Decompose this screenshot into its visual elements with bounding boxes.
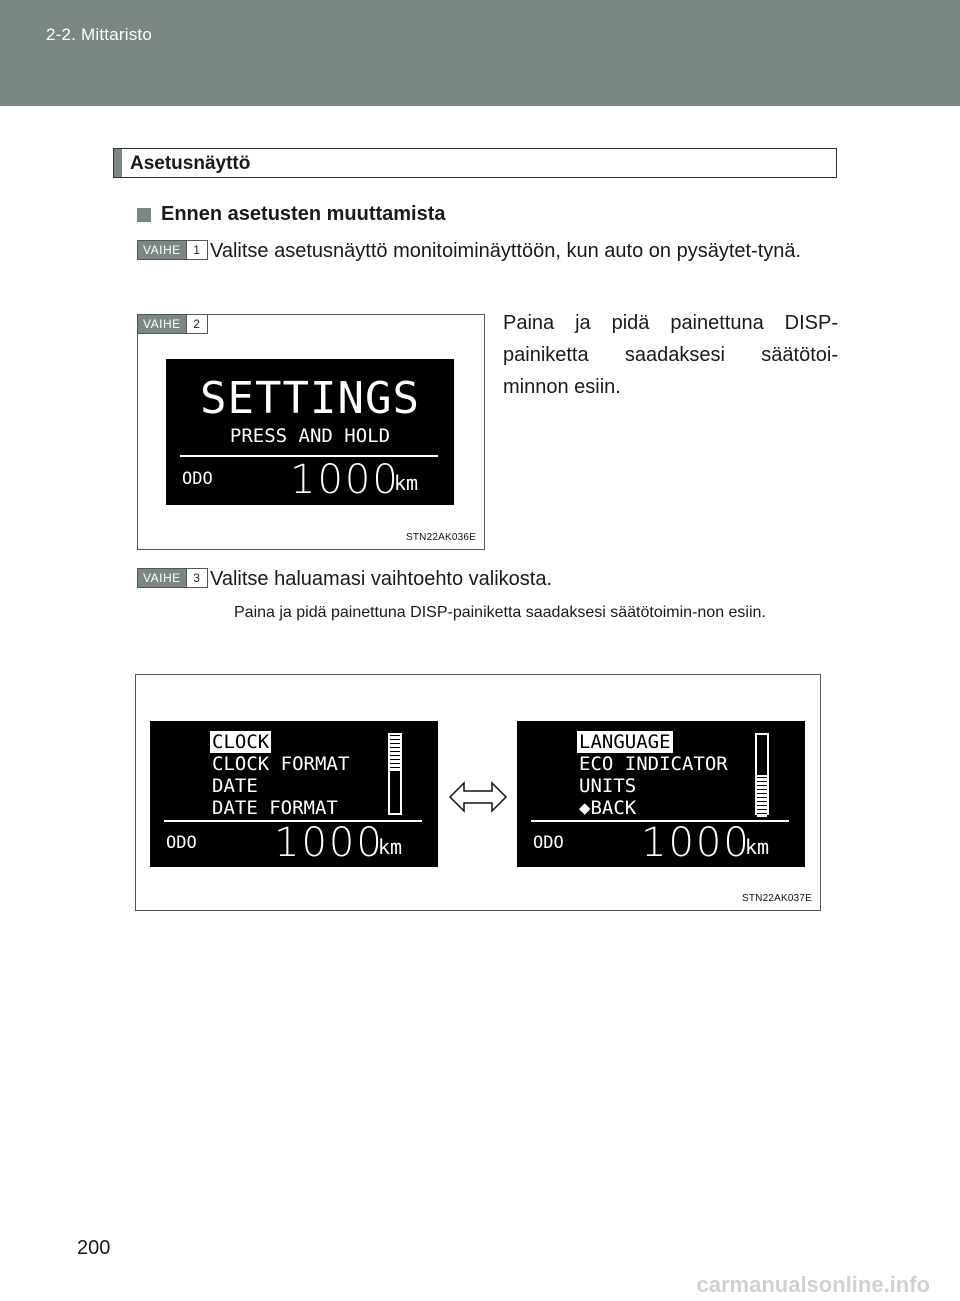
- step-badge-2: [137, 314, 208, 334]
- scrollbar-thumb: [757, 775, 767, 817]
- step-number: 3: [186, 569, 207, 587]
- odo-label: ODO: [166, 833, 197, 853]
- subheading-text: Ennen asetusten muuttamista: [161, 203, 446, 225]
- step-label: VAIHE: [138, 315, 186, 333]
- section-title: Asetusnäyttö: [130, 153, 251, 174]
- lcd-menu-left: [150, 721, 438, 867]
- section-path: 2-2. Mittaristo: [46, 25, 152, 44]
- scrollbar: [755, 733, 769, 815]
- lcd-settings-display: [166, 359, 454, 505]
- step-number: 2: [186, 315, 207, 333]
- step-1-text: [210, 235, 838, 268]
- section-title-box: [113, 148, 837, 178]
- figure-menu-screens: [135, 674, 821, 911]
- watermark: [0, 1268, 960, 1301]
- step-badge-3: [137, 568, 208, 588]
- menu-item-back: [579, 797, 636, 819]
- square-bullet-icon: [137, 208, 151, 222]
- odo-label: ODO: [182, 469, 213, 489]
- lcd-title: SETTINGS: [200, 373, 420, 424]
- odo-unit: km: [745, 835, 770, 859]
- menu-item-selected: CLOCK: [212, 731, 270, 753]
- double-arrow-icon: [448, 779, 508, 815]
- lcd-menu-right: [517, 721, 805, 867]
- step-label: VAIHE: [138, 569, 186, 587]
- odo-value: 1000: [641, 820, 751, 866]
- subheading: [137, 203, 446, 226]
- scrollbar-thumb: [390, 735, 400, 771]
- step-1-text-content: Valitse asetusnäyttö monitoiminäyttöön, kun auto on pysäytet-tynä.: [210, 240, 802, 262]
- watermark-text: carmanualsonline.info: [696, 1272, 930, 1297]
- step-number: 1: [186, 241, 207, 259]
- figure-code: STN22AK037E: [741, 893, 812, 904]
- step-label: VAIHE: [138, 241, 186, 259]
- step-badge-1: [137, 240, 208, 260]
- step-3-text: Valitse haluamasi vaihtoehto valikosta.: [210, 568, 553, 590]
- odo-unit: km: [394, 471, 419, 495]
- header-bar: [0, 0, 960, 106]
- menu-item: UNITS: [579, 775, 637, 797]
- lcd-subtitle: PRESS AND HOLD: [229, 425, 391, 447]
- figure-settings-screen: [137, 314, 485, 550]
- odo-label: ODO: [533, 833, 564, 853]
- menu-item: DATE: [212, 775, 258, 797]
- step-2-text: Paina ja pidä painettuna DISP-painiketta saadaksesi säätötoi-minnon esiin.: [503, 312, 838, 398]
- menu-item-selected: LANGUAGE: [579, 731, 671, 753]
- menu-item: CLOCK FORMAT: [212, 753, 350, 775]
- step-3-note: Paina ja pidä painettuna DISP-painiketta saadaksesi säätötoimin-non esiin.: [234, 604, 766, 621]
- menu-item: ECO INDICATOR: [579, 753, 728, 775]
- menu-item-back-label: BACK: [590, 797, 637, 819]
- odo-value: 1000: [274, 820, 384, 866]
- back-arrow-icon: ◆: [579, 797, 591, 819]
- section-title-accent: [114, 149, 122, 177]
- figure-code: STN22AK036E: [405, 532, 476, 543]
- odo-value: 1000: [290, 457, 400, 503]
- menu-item: DATE FORMAT: [212, 797, 338, 819]
- page-number: 200: [77, 1237, 111, 1259]
- odo-unit: km: [378, 835, 403, 859]
- scrollbar: [388, 733, 402, 815]
